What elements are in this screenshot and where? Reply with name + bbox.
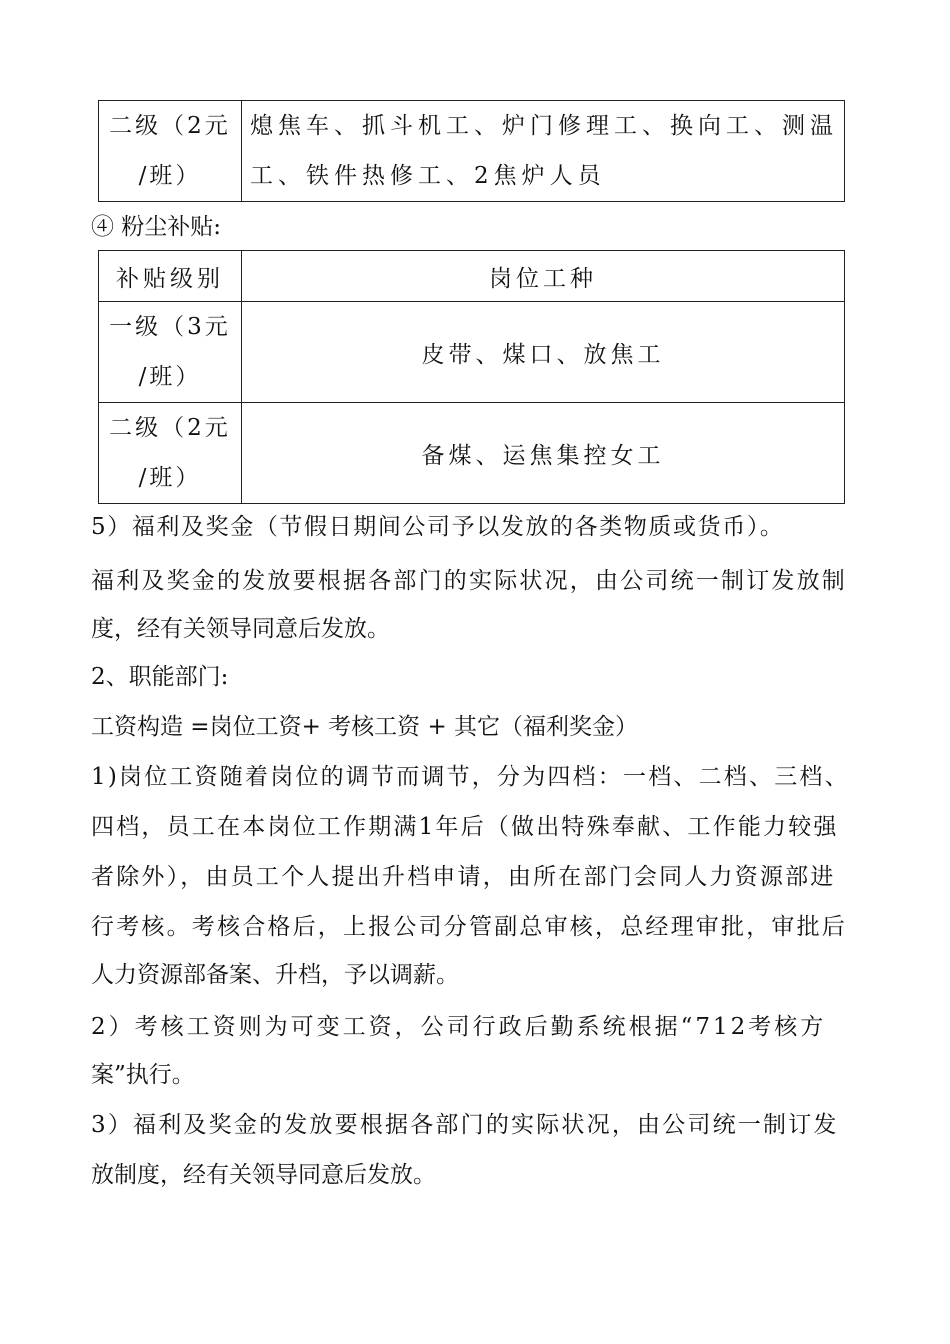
positions-line: 熄焦车、抓斗机工、炉门修理工、换向工、测温 — [250, 113, 838, 139]
positions-line: 工、铁件热修工、2焦炉人员 — [250, 163, 606, 189]
level-line: /班） — [138, 364, 202, 390]
level-cell — [99, 302, 242, 403]
paragraph-line: 度，经有关领导同意后发放。 — [91, 616, 390, 642]
positions-cell — [242, 101, 845, 202]
paragraph-line: 工资构造 =岗位工资+ 考核工资 + 其它（福利奖金） — [91, 714, 639, 740]
paragraph-line: 福利及奖金的发放要根据各部门的实际状况，由公司统一制订发放制 — [91, 568, 847, 594]
paragraph-line: 5）福利及奖金（节假日期间公司予以发放的各类物质或货币）。 — [91, 514, 785, 540]
table-dust-subsidy — [98, 250, 845, 504]
paragraph-line: 放制度，经有关领导同意后发放。 — [91, 1162, 436, 1188]
level-line: /班） — [138, 163, 202, 189]
paragraph-line: 四档，员工在本岗位工作期满1年后（做出特殊奉献、工作能力较强 — [91, 814, 839, 840]
paragraph-line: 2）考核工资则为可变工资，公司行政后勤系统根据“712考核方 — [91, 1014, 827, 1040]
table-row — [99, 302, 845, 403]
table-header-row — [99, 251, 845, 302]
table-row — [99, 101, 845, 202]
level-cell — [99, 403, 242, 504]
level-line: 一级（3元 — [109, 314, 231, 340]
positions-cell: 备煤、运焦集控女工 — [242, 403, 845, 504]
paragraph-line: 案”执行。 — [91, 1062, 195, 1088]
level-line: /班） — [138, 465, 202, 491]
level-cell — [99, 101, 242, 202]
table-allowance-continued — [98, 100, 845, 202]
paragraph-line: 3）福利及奖金的发放要根据各部门的实际状况，由公司统一制订发 — [91, 1112, 839, 1138]
paragraph-line: 行考核。考核合格后，上报公司分管副总审核，总经理审批，审批后 — [91, 914, 847, 940]
section-heading-dust: ④ 粉尘补贴: — [91, 214, 222, 240]
paragraph-line: 1)岗位工资随着岗位的调节而调节，分为四档：一档、二档、三档、 — [91, 764, 850, 790]
table-row — [99, 403, 845, 504]
paragraph-line: 者除外），由员工个人提出升档申请，由所在部门会同人力资源部进 — [91, 864, 836, 890]
paragraph-line: 2、职能部门: — [91, 664, 229, 690]
paragraph-line: 人力资源部备案、升档，予以调薪。 — [91, 962, 459, 988]
level-line: 二级（2元 — [109, 415, 231, 441]
positions-cell: 皮带、煤口、放焦工 — [242, 302, 845, 403]
header-positions: 岗位工种 — [242, 251, 845, 302]
level-line: 二级（2元 — [109, 113, 231, 139]
header-level: 补贴级别 — [99, 251, 242, 302]
